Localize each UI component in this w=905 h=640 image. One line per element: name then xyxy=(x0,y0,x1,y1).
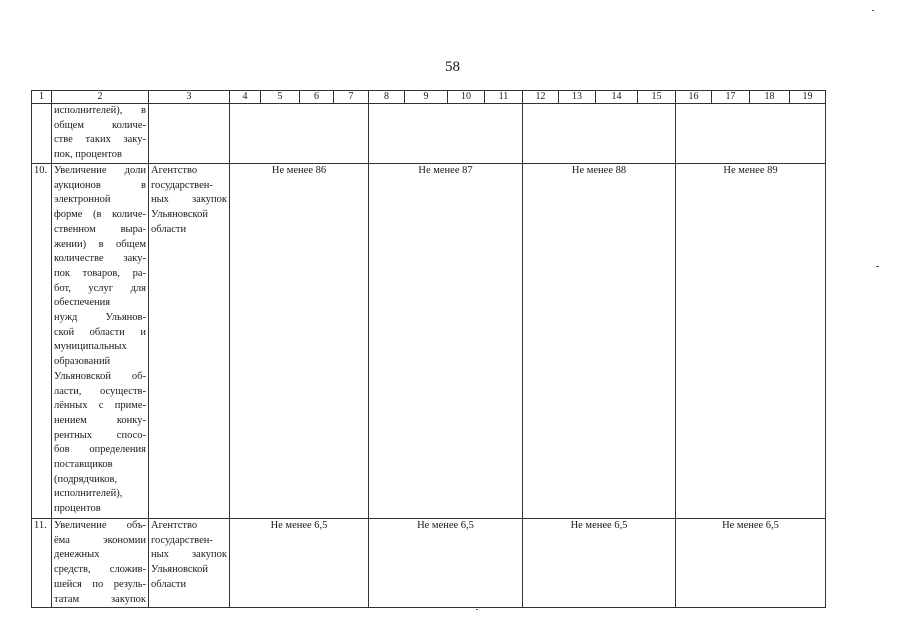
column-header: 5 xyxy=(261,91,300,104)
indicator-line: образований xyxy=(54,356,111,368)
indicator-line: общем количе- xyxy=(54,119,146,131)
indicator-line: нением конку- xyxy=(54,414,146,426)
table-row-continuation xyxy=(32,104,826,164)
executor-cell xyxy=(149,519,230,608)
scan-speck xyxy=(476,609,478,610)
value-cell-2024 xyxy=(523,104,676,164)
column-header: 17 xyxy=(712,91,750,104)
column-header: 3 xyxy=(149,91,230,104)
column-header: 9 xyxy=(405,91,448,104)
indicator-line: Увеличение объ- xyxy=(54,520,146,531)
indicator-line: ской области и xyxy=(54,326,146,338)
column-header: 6 xyxy=(300,91,334,104)
executor-line: ных закупок xyxy=(151,549,227,561)
indicator-line: пок, процентов xyxy=(54,149,122,161)
executor-line: области xyxy=(151,223,187,235)
row-number: 10. xyxy=(32,164,52,519)
indicator-line: исполнителей), xyxy=(54,488,123,500)
indicator-line: Увеличение доли xyxy=(54,165,146,176)
indicator-line: средств, сложив- xyxy=(54,564,146,576)
value-cell-2025: Не менее 89 xyxy=(676,164,826,519)
executor-line: государствен- xyxy=(151,179,213,191)
table-header-row xyxy=(32,91,826,104)
indicator-line: поставщиков xyxy=(54,459,113,471)
value-cell-2024: Не менее 6,5 xyxy=(523,519,676,608)
column-header: 12 xyxy=(523,91,559,104)
column-header: 8 xyxy=(369,91,405,104)
indicator-line: шейся по резуль- xyxy=(54,578,146,590)
column-header: 18 xyxy=(750,91,790,104)
value-cell-2024: Не менее 88 xyxy=(523,164,676,519)
column-header: 19 xyxy=(790,91,826,104)
value-cell-2023: Не менее 87 xyxy=(369,164,523,519)
scan-speck xyxy=(872,10,874,11)
indicator-line: денежных xyxy=(54,549,100,561)
indicator-line: лённых с приме- xyxy=(54,400,146,412)
page-number: 58 xyxy=(445,59,460,75)
executor-line: Агентство xyxy=(151,165,198,176)
value-cell-2023: Не менее 6,5 xyxy=(369,519,523,608)
column-header: 4 xyxy=(230,91,261,104)
indicator-line: бот, услуг для xyxy=(54,282,146,294)
indicator-line: ственном выра- xyxy=(54,223,146,235)
value-cell-2022: Не менее 86 xyxy=(230,164,369,519)
column-header: 14 xyxy=(596,91,638,104)
scan-speck xyxy=(876,266,879,267)
column-header: 15 xyxy=(638,91,676,104)
value-cell-2023 xyxy=(369,104,523,164)
executor-line: ных закупок xyxy=(151,194,227,206)
executor-line: Ульяновской xyxy=(151,209,208,221)
indicator-line: стве таких заку- xyxy=(54,134,146,146)
table-row-10 xyxy=(32,164,826,519)
indicator-line: муниципальных xyxy=(54,341,127,353)
row-number: 11. xyxy=(32,519,52,608)
executor-line: области xyxy=(151,578,187,590)
indicator-line: рентных спосо- xyxy=(54,429,146,441)
indicator-line: исполнителей), в xyxy=(54,105,146,116)
indicator-line: жении) в общем xyxy=(54,238,146,250)
indicators-table xyxy=(31,90,826,608)
table-row-11 xyxy=(32,519,826,608)
column-header: 2 xyxy=(52,91,149,104)
executor-line: Ульяновской xyxy=(151,564,208,576)
executor-cell xyxy=(149,164,230,519)
column-header: 16 xyxy=(676,91,712,104)
indicator-line: пок товаров, ра- xyxy=(54,267,146,279)
indicator-cell xyxy=(52,104,149,164)
column-header: 1 xyxy=(32,91,52,104)
indicator-line: форме (в количе- xyxy=(54,209,146,221)
executor-line: Агентство xyxy=(151,520,198,531)
column-header: 13 xyxy=(559,91,596,104)
indicator-cell xyxy=(52,164,149,519)
value-cell-2025: Не менее 6,5 xyxy=(676,519,826,608)
value-cell-2022 xyxy=(230,104,369,164)
indicator-line: нужд Ульянов- xyxy=(54,312,146,324)
indicator-line: (подрядчиков, xyxy=(54,473,118,485)
executor-cell xyxy=(149,104,230,164)
indicator-line: процентов xyxy=(54,503,101,515)
row-number xyxy=(32,104,52,164)
indicator-line: количестве заку- xyxy=(54,253,146,265)
indicator-line: бов определения xyxy=(54,444,146,456)
value-cell-2025 xyxy=(676,104,826,164)
value-cell-2022: Не менее 6,5 xyxy=(230,519,369,608)
indicator-line: Ульяновской об- xyxy=(54,370,146,382)
indicator-cell xyxy=(52,519,149,608)
indicator-line: обеспечения xyxy=(54,297,111,309)
indicator-line: ёма экономии xyxy=(54,534,146,546)
column-header: 10 xyxy=(448,91,485,104)
indicator-line: ласти, осуществ- xyxy=(54,385,146,397)
executor-line: государствен- xyxy=(151,534,213,546)
column-header: 7 xyxy=(334,91,369,104)
indicator-line: электронной xyxy=(54,194,111,206)
indicator-line: аукционов в xyxy=(54,179,146,191)
column-header: 11 xyxy=(485,91,523,104)
indicator-line: татам закупок xyxy=(54,593,146,605)
